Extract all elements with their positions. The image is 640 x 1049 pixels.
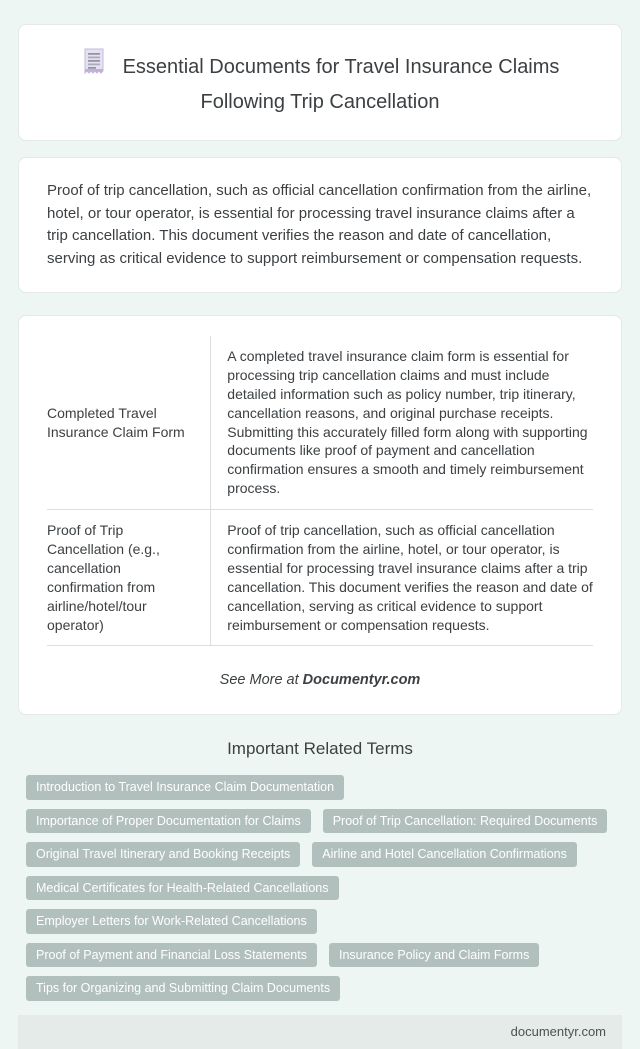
- related-term-tag[interactable]: Proof of Trip Cancellation: Required Documents: [323, 809, 608, 834]
- intro-card: [18, 157, 622, 293]
- related-term-tag[interactable]: Airline and Hotel Cancellation Confirmations: [312, 842, 577, 867]
- related-term-tag[interactable]: Medical Certificates for Health-Related Cancellations: [26, 876, 339, 901]
- term-cell: Proof of Trip Cancellation (e.g., cancellation confirmation from airline/hotel/tour operator): [47, 510, 211, 646]
- term-cell: Completed Travel Insurance Claim Form: [47, 336, 211, 510]
- footer-bar: [18, 1015, 622, 1049]
- footer-site-link[interactable]: documentyr.com: [510, 1023, 606, 1039]
- see-more-brand-link[interactable]: Documentyr.com: [302, 672, 421, 689]
- table-row: [47, 510, 593, 646]
- related-term-tag[interactable]: Employer Letters for Work-Related Cancellations: [26, 909, 317, 934]
- related-term-tag[interactable]: Importance of Proper Documentation for Claims: [26, 809, 311, 834]
- related-terms-heading: Important Related Terms: [227, 739, 413, 759]
- glossary-table: [47, 336, 593, 646]
- related-term-tag[interactable]: Insurance Policy and Claim Forms: [329, 943, 539, 968]
- description-cell: A completed travel insurance claim form is essential for processing trip cancellation claims and must include detailed information such as policy number, trip itinerary, cancellation reasons, and original purchase receipts. Submitting this accurately filled form along with supporting documents like proof of payment and cancellation confirmation ensures a smooth and timely reimbursement process.: [211, 336, 593, 510]
- related-term-tag[interactable]: Proof of Payment and Financial Loss Statements: [26, 943, 317, 968]
- receipt-icon: [81, 47, 107, 87]
- glossary-card: [18, 315, 622, 715]
- page-title: [60, 47, 580, 118]
- related-terms-tags: [18, 775, 622, 1001]
- intro-paragraph: Proof of trip cancellation, such as official cancellation confirmation from the airline, hotel, or tour operator, is essential for processing travel insurance claims after a trip cancellation. This document verifies the reason and date of cancellation, serving as critical evidence to support reimbursement or compensation requests.: [47, 182, 592, 267]
- related-term-tag[interactable]: Original Travel Itinerary and Booking Receipts: [26, 842, 300, 867]
- related-term-tag[interactable]: Introduction to Travel Insurance Claim Documentation: [26, 775, 344, 800]
- see-more-note: [47, 672, 593, 688]
- page-title-text: Essential Documents for Travel Insurance Claims Following Trip Cancellation: [122, 56, 560, 113]
- see-more-prefix: See More at: [219, 672, 303, 689]
- title-card: [18, 24, 622, 141]
- table-row: [47, 336, 593, 510]
- related-term-tag[interactable]: Tips for Organizing and Submitting Claim Documents: [26, 976, 340, 1001]
- description-cell: Proof of trip cancellation, such as official cancellation confirmation from the airline, hotel, or tour operator, is essential for processing travel insurance claims after a trip cancellation. This document verifies the reason and date of cancellation, serving as critical evidence to support reimbursement or compensation requests.: [211, 510, 593, 646]
